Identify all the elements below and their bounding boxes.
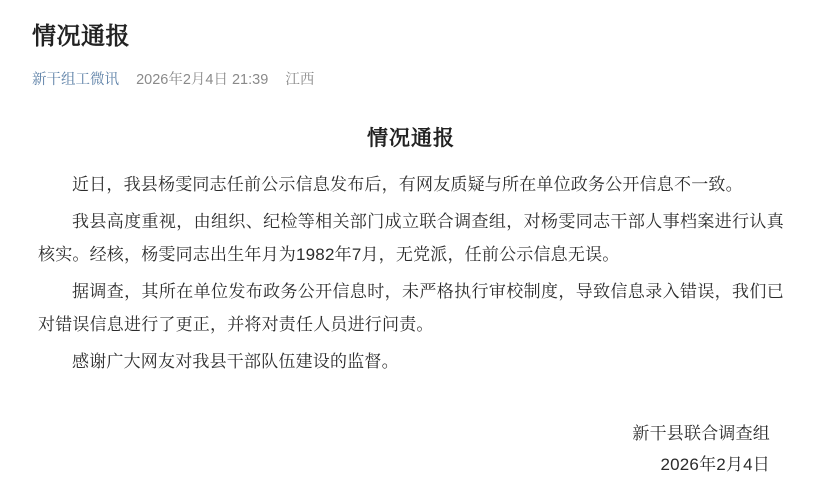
meta-location: 江西 [285,72,315,88]
article-body [30,124,792,480]
paragraph: 我县高度重视，由组织、纪检等相关部门成立联合调查组，对杨雯同志干部人事档案进行认真核实。经核，杨雯同志出生年月为1982年7月，无党派，任前公示信息无误。 [38,212,784,264]
paragraph: 感谢广大网友对我县干部队伍建设的监督。 [72,352,399,371]
paragraph: 据调查，其所在单位发布政务公开信息时，未严格执行审校制度，导致信息录入错误，我们已对错误信息进行了更正，并将对责任人员进行问责。 [38,282,784,334]
meta-source-link[interactable]: 新干组工微讯 [32,72,119,88]
signature-date: 2026年2月4日 [660,455,770,474]
page-title: 情况通报 [32,23,130,50]
signature-organization: 新干县联合调查组 [632,424,770,443]
article-meta [32,70,792,90]
paragraph: 近日，我县杨雯同志任前公示信息发布后，有网友质疑与所在单位政务公开信息不一致。 [72,175,743,194]
signature-block [38,418,784,480]
meta-timestamp: 2026年2月4日 21:39 [136,72,269,88]
body-heading: 情况通报 [367,127,455,150]
